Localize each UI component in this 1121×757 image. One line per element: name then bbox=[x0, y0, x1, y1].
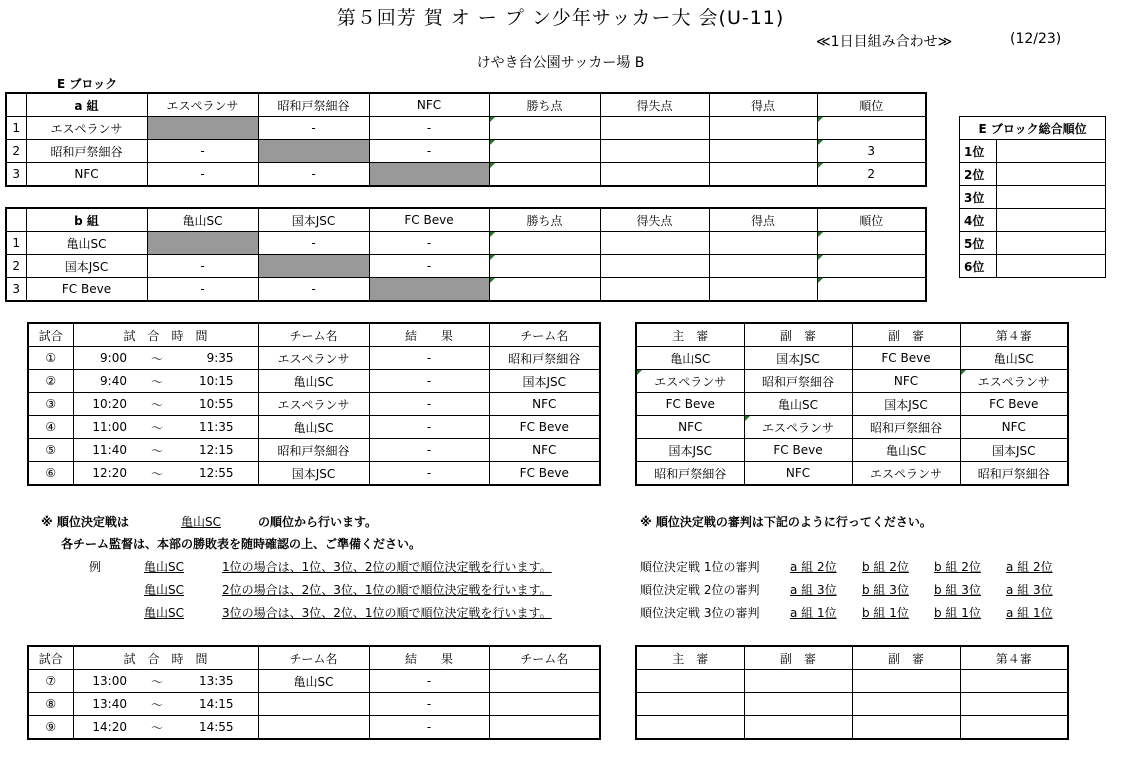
referee-cell: FC Beve bbox=[852, 347, 960, 370]
away-team bbox=[489, 716, 600, 740]
match-row bbox=[28, 462, 600, 486]
time-separator: ～ bbox=[141, 462, 173, 486]
referee-rule-assignment: a 組 3位 bbox=[1006, 583, 1053, 597]
time-separator: ～ bbox=[141, 670, 173, 693]
start-time: 10:20 bbox=[73, 393, 141, 416]
team-name: 亀山SC bbox=[26, 232, 147, 255]
start-time: 12:20 bbox=[73, 462, 141, 486]
end-time: 12:55 bbox=[173, 462, 258, 486]
home-team: エスペランサ bbox=[258, 347, 369, 370]
note-left-line1: ※ 順位決定戦は bbox=[41, 515, 129, 529]
table-row bbox=[636, 716, 1068, 740]
match-number: ③ bbox=[28, 393, 73, 416]
rank-cell bbox=[817, 117, 926, 140]
col-team: 昭和戸祭細谷 bbox=[258, 93, 369, 117]
match-result: - bbox=[369, 416, 489, 439]
rank-cell bbox=[817, 278, 926, 302]
referee-row bbox=[636, 439, 1068, 462]
table-row: 1 亀山SC - - bbox=[6, 232, 926, 255]
col-team: 国本JSC bbox=[258, 208, 369, 232]
col-goal-diff: 得失点 bbox=[600, 208, 709, 232]
col-rank: 順位 bbox=[817, 208, 926, 232]
referee-cell: 国本JSC bbox=[636, 439, 744, 462]
match-number: ① bbox=[28, 347, 73, 370]
table-row: 6位 bbox=[960, 255, 1106, 278]
end-time: 11:35 bbox=[173, 416, 258, 439]
referee-cell: NFC bbox=[960, 416, 1068, 439]
time-separator: ～ bbox=[141, 347, 173, 370]
col-rank: 順位 bbox=[817, 93, 926, 117]
away-team bbox=[489, 670, 600, 693]
match-result: - bbox=[369, 370, 489, 393]
away-team: FC Beve bbox=[489, 462, 600, 486]
referee-rule-label: 順位決定戦 2位の審判 bbox=[640, 583, 760, 597]
table-row: 1位 bbox=[960, 140, 1106, 163]
time-separator: ～ bbox=[141, 693, 173, 716]
referee-cell: 亀山SC bbox=[852, 439, 960, 462]
referee-cell: NFC bbox=[636, 416, 744, 439]
match-result: - bbox=[369, 693, 489, 716]
referee-cell: エスペランサ bbox=[744, 416, 852, 439]
referee-cell: 昭和戸祭細谷 bbox=[960, 462, 1068, 486]
block-label: E ブロック bbox=[57, 77, 118, 91]
time-separator: ～ bbox=[141, 439, 173, 462]
match-row bbox=[28, 416, 600, 439]
col-team: FC Beve bbox=[369, 208, 489, 232]
referee-rule-label: 順位決定戦 1位の審判 bbox=[640, 560, 760, 574]
home-team bbox=[258, 716, 369, 740]
referee-table-2: 主 審 副 審 副 審 第４審 bbox=[635, 645, 1069, 740]
match-row bbox=[28, 439, 600, 462]
col-goal-diff: 得失点 bbox=[600, 93, 709, 117]
referee-cell: 昭和戸祭細谷 bbox=[852, 416, 960, 439]
start-time: 9:00 bbox=[73, 347, 141, 370]
referee-rule-assignment: a 組 3位 bbox=[790, 583, 837, 597]
end-time: 9:35 bbox=[173, 347, 258, 370]
example-text: 1位の場合は、1位、3位、2位の順で順位決定戦を行います。 bbox=[222, 560, 552, 574]
match-number: ⑨ bbox=[28, 716, 73, 740]
referee-rule-assignment: a 組 2位 bbox=[790, 560, 837, 574]
subtitle: ≪1日目組み合わせ≫ bbox=[816, 34, 953, 50]
start-time: 13:00 bbox=[73, 670, 141, 693]
referee-cell: 亀山SC bbox=[960, 347, 1068, 370]
match-result: - bbox=[369, 670, 489, 693]
match-row bbox=[28, 347, 600, 370]
match-result: - bbox=[369, 347, 489, 370]
match-result: - bbox=[369, 716, 489, 740]
example-text: 3位の場合は、3位、2位、1位の順で順位決定戦を行います。 bbox=[222, 606, 552, 620]
note-left-team: 亀山SC bbox=[181, 515, 221, 529]
match-row bbox=[28, 693, 600, 716]
table-row: 3 NFC - - 2 bbox=[6, 163, 926, 187]
group-b-table bbox=[5, 207, 927, 302]
match-row bbox=[28, 670, 600, 693]
referee-rule-assignment: b 組 2位 bbox=[934, 560, 981, 574]
col-team: 亀山SC bbox=[147, 208, 258, 232]
venue-label: けやき台公園サッカー場 B bbox=[476, 55, 645, 71]
table-row: 2 国本JSC - - bbox=[6, 255, 926, 278]
referee-row bbox=[636, 370, 1068, 393]
col-goals: 得点 bbox=[709, 93, 817, 117]
match-row bbox=[28, 716, 600, 740]
time-separator: ～ bbox=[141, 393, 173, 416]
referee-rule-assignment: a 組 1位 bbox=[790, 606, 837, 620]
referee-cell: 亀山SC bbox=[744, 393, 852, 416]
match-number: ⑦ bbox=[28, 670, 73, 693]
home-team: 亀山SC bbox=[258, 370, 369, 393]
end-time: 14:15 bbox=[173, 693, 258, 716]
table-row: 5位 bbox=[960, 232, 1106, 255]
team-name: 昭和戸祭細谷 bbox=[26, 140, 147, 163]
referee-cell: 亀山SC bbox=[636, 347, 744, 370]
table-row: 2位 bbox=[960, 163, 1106, 186]
referee-cell: NFC bbox=[852, 370, 960, 393]
referee-rule-label: 順位決定戦 3位の審判 bbox=[640, 606, 760, 620]
away-team: 昭和戸祭細谷 bbox=[489, 347, 600, 370]
time-separator: ～ bbox=[141, 370, 173, 393]
away-team: NFC bbox=[489, 439, 600, 462]
start-time: 14:20 bbox=[73, 716, 141, 740]
time-separator: ～ bbox=[141, 416, 173, 439]
start-time: 11:40 bbox=[73, 439, 141, 462]
col-goals: 得点 bbox=[709, 208, 817, 232]
referee-cell: FC Beve bbox=[960, 393, 1068, 416]
referee-cell: 昭和戸祭細谷 bbox=[636, 462, 744, 486]
group-b-label: b 組 bbox=[26, 208, 147, 232]
schedule-table-2: 試合 試 合 時 間 チーム名 結 果 チーム名 ⑦ 13:00 ～ 13:35 亀山SC - ⑧ 13:40 ～ 14:15 - ⑨ 14:20 ～ 14:55 - bbox=[27, 645, 601, 740]
rank-cell bbox=[817, 232, 926, 255]
start-time: 11:00 bbox=[73, 416, 141, 439]
referee-cell: 国本JSC bbox=[960, 439, 1068, 462]
referee-cell: エスペランサ bbox=[960, 370, 1068, 393]
team-name: 国本JSC bbox=[26, 255, 147, 278]
example-team: 亀山SC bbox=[144, 606, 184, 620]
referee-cell: 国本JSC bbox=[852, 393, 960, 416]
referee-rule-assignment: b 組 3位 bbox=[934, 583, 981, 597]
match-result: - bbox=[369, 393, 489, 416]
away-team: 国本JSC bbox=[489, 370, 600, 393]
team-name: エスペランサ bbox=[26, 117, 147, 140]
match-row bbox=[28, 393, 600, 416]
referee-rule-assignment: a 組 2位 bbox=[1006, 560, 1053, 574]
rank-cell: 2 bbox=[817, 163, 926, 187]
date-label: (12/23) bbox=[1010, 31, 1062, 47]
home-team: 亀山SC bbox=[258, 670, 369, 693]
example-label: 例 bbox=[89, 560, 102, 574]
col-team: NFC bbox=[369, 93, 489, 117]
home-team: 国本JSC bbox=[258, 462, 369, 486]
table-row: 4位 bbox=[960, 209, 1106, 232]
home-team: 亀山SC bbox=[258, 416, 369, 439]
match-row bbox=[28, 370, 600, 393]
note-right-line1: ※ 順位決定戦の審判は下記のように行ってください。 bbox=[640, 515, 932, 529]
match-result: - bbox=[369, 462, 489, 486]
rank-cell bbox=[817, 255, 926, 278]
referee-cell: エスペランサ bbox=[852, 462, 960, 486]
end-time: 12:15 bbox=[173, 439, 258, 462]
referee-cell: エスペランサ bbox=[636, 370, 744, 393]
away-team: NFC bbox=[489, 393, 600, 416]
referee-rule-assignment: a 組 1位 bbox=[1006, 606, 1053, 620]
referee-rule-assignment: b 組 1位 bbox=[934, 606, 981, 620]
group-a-table bbox=[5, 92, 927, 187]
referee-rule-assignment: b 組 2位 bbox=[862, 560, 909, 574]
overall-ranking-table bbox=[959, 116, 1106, 278]
away-team: FC Beve bbox=[489, 416, 600, 439]
away-team bbox=[489, 693, 600, 716]
end-time: 10:15 bbox=[173, 370, 258, 393]
col-points: 勝ち点 bbox=[489, 93, 600, 117]
note-left-line1b: の順位から行います。 bbox=[258, 515, 378, 529]
table-row bbox=[636, 670, 1068, 693]
group-a-label: a 組 bbox=[26, 93, 147, 117]
table-row: 3 FC Beve - - bbox=[6, 278, 926, 302]
col-team: エスペランサ bbox=[147, 93, 258, 117]
home-team bbox=[258, 693, 369, 716]
example-text: 2位の場合は、2位、3位、1位の順で順位決定戦を行います。 bbox=[222, 583, 552, 597]
team-name: FC Beve bbox=[26, 278, 147, 302]
end-time: 14:55 bbox=[173, 716, 258, 740]
referee-cell: FC Beve bbox=[744, 439, 852, 462]
referee-row bbox=[636, 462, 1068, 486]
overall-title: E ブロック総合順位 bbox=[960, 117, 1106, 140]
referee-cell: 昭和戸祭細谷 bbox=[744, 370, 852, 393]
match-number: ⑤ bbox=[28, 439, 73, 462]
schedule-table-1: 試合 試 合 時 間 チーム名 結 果 チーム名 ① 9:00 ～ 9:35 エスペランサ - 昭和戸祭細谷 ② 9:40 ～ 10:15 亀山SC - 国本JSC ③ 10:20 ～ 10:55 エスペランサ - NFC ④ 11:00 ～ 11:35 亀山SC - FC Beve ⑤ 11:40 ～ 12:15 昭和戸祭細谷 - NFC ⑥ 12:20 ～ 12:55 国本JSC - FC Beve bbox=[27, 322, 601, 486]
referee-cell: FC Beve bbox=[636, 393, 744, 416]
referee-rule-assignment: b 組 3位 bbox=[862, 583, 909, 597]
example-team: 亀山SC bbox=[144, 583, 184, 597]
match-number: ④ bbox=[28, 416, 73, 439]
table-row: 3位 bbox=[960, 186, 1106, 209]
match-number: ⑧ bbox=[28, 693, 73, 716]
table-row: 1 エスペランサ - - bbox=[6, 117, 926, 140]
referee-rule-assignment: b 組 1位 bbox=[862, 606, 909, 620]
time-separator: ～ bbox=[141, 716, 173, 740]
example-team: 亀山SC bbox=[144, 560, 184, 574]
rank-cell: 3 bbox=[817, 140, 926, 163]
referee-table-1: 主 審 副 審 副 審 第４審 亀山SC 国本JSC FC Beve 亀山SC エスペランサ 昭和戸祭細谷 NFC エスペランサ FC Beve 亀山SC 国本JSC FC Beve NFC エスペランサ 昭和戸祭細谷 NFC 国本JSC FC Beve 亀山SC 国本JSC 昭和戸祭細谷 NFC エスペランサ 昭和戸祭細谷 bbox=[635, 322, 1069, 486]
start-time: 13:40 bbox=[73, 693, 141, 716]
match-result: - bbox=[369, 439, 489, 462]
table-row: 2 昭和戸祭細谷 - - 3 bbox=[6, 140, 926, 163]
match-number: ⑥ bbox=[28, 462, 73, 486]
start-time: 9:40 bbox=[73, 370, 141, 393]
referee-cell: NFC bbox=[744, 462, 852, 486]
page-title: 第５回芳 賀 オ ー プ ン少年サッカー大 会(U-11) bbox=[336, 7, 785, 29]
end-time: 13:35 bbox=[173, 670, 258, 693]
table-row bbox=[636, 693, 1068, 716]
referee-cell: 国本JSC bbox=[744, 347, 852, 370]
home-team: 昭和戸祭細谷 bbox=[258, 439, 369, 462]
end-time: 10:55 bbox=[173, 393, 258, 416]
referee-row bbox=[636, 393, 1068, 416]
note-left-line2: 各チーム監督は、本部の勝敗表を随時確認の上、ご準備ください。 bbox=[61, 537, 422, 551]
referee-row bbox=[636, 347, 1068, 370]
col-points: 勝ち点 bbox=[489, 208, 600, 232]
referee-row bbox=[636, 416, 1068, 439]
match-number: ② bbox=[28, 370, 73, 393]
home-team: エスペランサ bbox=[258, 393, 369, 416]
team-name: NFC bbox=[26, 163, 147, 187]
